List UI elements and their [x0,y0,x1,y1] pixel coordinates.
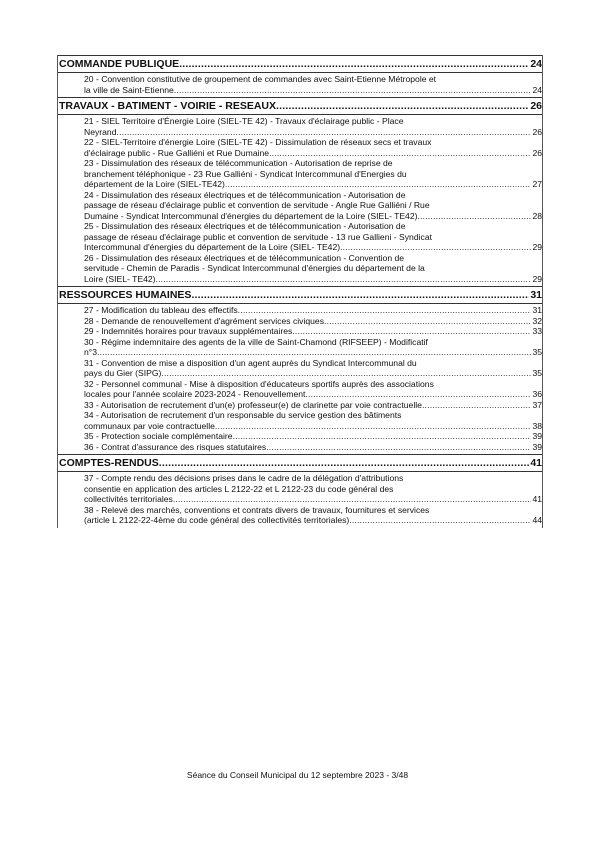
entry-last-line [84,85,542,96]
dot-leader [191,289,529,302]
dot-leader [305,389,531,400]
toc-entry [84,431,542,442]
toc-entry [84,253,542,285]
toc-entry [84,158,542,190]
toc-entry [84,305,542,316]
entry-text-line: département de la Loire (SIEL-TE42) [84,179,225,189]
section-title: TRAVAUX - BATIMENT - VOIRIE - RESEAUX [59,100,277,112]
section-page-number: 24 [530,58,542,70]
entry-text-line: 21 - SIEL Territoire d'Énergie Loire (SIEL-TE 42) - Travaux d'éclairage public - Place [84,116,404,126]
entry-text-line: collectivités territoriales [84,494,173,504]
section-heading [58,454,542,472]
section-heading [58,97,542,115]
entry-last-line [84,127,542,138]
entry-page-number: 38 [532,420,542,431]
toc-entry [84,316,542,327]
entry-text-line: 37 - Compte rendu des décisions prises dans le cadre de la délégation d'attributions [84,473,404,483]
entry-page-number: 28 [532,210,542,221]
dot-leader [161,368,531,379]
entry-page-number: 44 [532,515,542,525]
entry-last-line [84,242,542,253]
dot-leader [159,457,530,470]
table-of-contents [57,55,543,528]
entry-page-number: 35 [532,368,542,378]
entry-last-line [84,148,542,159]
section-page-number: 26 [530,100,542,112]
entry-text-line: 23 - Dissimulation des réseaux de télécommunication - Autorisation de reprise de [84,158,393,168]
entry-last-line [84,179,542,190]
entry-text-line: 26 - Dissimulation des réseaux électriques et de télécommunication - Convention de [84,252,405,263]
section-entries [58,472,542,528]
entry-last-line [84,400,542,411]
dot-leader [349,515,531,526]
entry-text-line: pays du Gier (SIPG) [84,368,162,378]
dot-leader [269,148,531,159]
entry-page-number: 29 [532,242,542,252]
dot-leader [97,347,531,358]
toc-entry [84,337,542,358]
entry-last-line [84,326,542,337]
entry-text-line: Neyrand [84,126,117,137]
entry-text-line: 22 - SIEL-Territoire d'énergie Loire (SIEL-TE 42) - Dissimulation de réseaux secs et travaux [84,137,432,147]
entry-text-line: 25 - Dissimulation des réseaux électriques et de télécommunication - Autorisation de [84,221,406,231]
entry-text-line: consentie en application des articles L 2122-22 et L 2122-23 du code général des [84,483,394,494]
dot-leader [174,85,532,96]
toc-entry [84,410,542,431]
entry-page-number: 24 [532,84,542,95]
entry-last-line [84,305,542,316]
entry-page-number: 39 [532,431,542,441]
entry-last-line [84,494,542,505]
entry-text-line: 27 - Modification du tableau des effectifs [84,305,238,315]
dot-leader [156,274,532,285]
entry-text-line: communaux par voie contractuelle [84,420,215,431]
entry-last-line [84,442,542,453]
entry-text-line: 30 - Régime indemnitaire des agents de la ville de Saint-Chamond (RIFSEEP) - Modificatif [84,336,428,347]
toc-entry [84,326,542,337]
entry-text-line: 36 - Contrat d'assurance des risques statutaires [84,441,267,452]
entry-last-line [84,421,542,432]
dot-leader [215,421,532,432]
section-heading [58,286,542,304]
section-title: COMPTES-RENDUS [59,457,159,469]
entry-text-line: branchement téléphonique - 23 Rue Galliéni - Syndicat Intercommunal d'Energies du [84,168,407,179]
entry-text-line: 38 - Relevé des marchés, conventions et contrats divers de travaux, fournitures et services [84,504,430,515]
entry-last-line [84,274,542,285]
toc-entry [84,116,542,137]
toc-entry [84,473,542,505]
entry-text-line: 20 - Convention constitutive de groupement de commandes avec Saint-Etienne Métropole et [84,74,437,84]
dot-leader [340,242,531,253]
entry-last-line [84,515,542,526]
entry-text-line: d'éclairage public - Rue Galliéni et Rue Dumaine [84,147,270,158]
entry-text-line: passage de réseau d'éclairage public et convention de servitude - Angle Rue Galliéni / Rue [84,200,430,210]
section-title: RESSOURCES HUMAINES [59,289,192,301]
section-entries [58,73,542,97]
toc-entry [84,442,542,453]
dot-leader [179,58,529,71]
section-title: COMMANDE PUBLIQUE [59,58,180,70]
entry-page-number: 35 [532,347,542,357]
section-heading [58,55,542,73]
dot-leader [116,127,531,138]
entry-page-number: 39 [532,441,542,452]
dot-leader [324,316,531,327]
entry-text-line: Intercommunal d'énergies du département de la Loire (SIEL- TE42) [84,242,341,252]
entry-text-line: n°3 [84,347,97,357]
toc-entry [84,190,542,222]
entry-text-line: Dumaine - Syndicat Intercommunal d'énergies du département de la Loire (SIEL- TE42) [84,210,418,221]
entry-page-number: 37 [532,399,542,410]
entry-page-number: 31 [532,305,542,315]
dot-leader [292,326,531,337]
entry-last-line [84,431,542,442]
dot-leader [276,100,529,113]
entry-text-line: Loire (SIEL- TE42) [84,273,156,284]
dot-leader [238,305,532,316]
entry-text-line: 34 - Autorisation de recrutement d'un responsable du service gestion des bâtiments [84,410,402,420]
entry-text-line: 28 - Demande de renouvellement d'agrément services civiques [84,315,325,326]
entry-page-number: 41 [532,494,542,504]
entry-page-number: 36 [532,389,542,399]
toc-entry [84,505,542,526]
dot-leader [422,400,532,411]
entry-last-line [84,368,542,379]
entry-page-number: 27 [532,179,542,189]
dot-leader [225,179,532,190]
dot-leader [266,442,531,453]
toc-entry [84,400,542,411]
entry-text-line: 31 - Convention de mise a disposition d'un agent auprès du Syndicat Intercommunal du [84,357,417,368]
entry-page-number: 26 [532,126,542,137]
dot-leader [417,211,531,222]
entry-last-line [84,211,542,222]
toc-entry [84,358,542,379]
section-page-number: 31 [530,289,542,301]
toc-entry [84,74,542,95]
toc-entry [84,379,542,400]
entry-text-line: (article L 2122-22-4ème du code général des collectivités territoriales) [84,515,350,525]
dot-leader [173,494,532,505]
section-page-number: 41 [530,457,542,469]
entry-page-number: 33 [532,326,542,336]
section-entries [58,304,542,454]
entry-page-number: 29 [532,273,542,284]
entry-last-line [84,316,542,327]
entry-page-number: 26 [532,147,542,158]
toc-entry [84,137,542,158]
entry-text-line: 35 - Protection sociale complémentaire [84,431,233,441]
entry-last-line [84,389,542,400]
entry-last-line [84,347,542,358]
entry-text-line: 24 - Dissimulation des réseaux électriques et de télécommunication - Autorisation de [84,189,406,200]
entry-text-line: 29 - Indemnités horaires pour travaux supplémentaires [84,326,293,336]
page-footer: Séance du Conseil Municipal du 12 septembre 2023 - 3/48 [186,770,409,780]
entry-text-line: passage de réseau d'éclairage public et convention de servitude - 13 rue Gallieni - Syndicat [84,231,432,242]
section-entries [58,115,542,286]
entry-text-line: 32 - Personnel communal - Mise à disposition d'éducateurs sportifs auprès des associations [84,378,434,389]
entry-text-line: servitude - Chemin de Paradis - Syndicat Intercommunal d'énergies du département de la [84,263,425,273]
toc-entry [84,221,542,253]
dot-leader [233,431,532,442]
entry-text-line: 33 - Autorisation de recrutement d'un(e) professeur(e) de clarinette par voie contractuelle [84,399,422,410]
entry-page-number: 32 [532,315,542,326]
entry-text-line: locales pour l'année scolaire 2023-2024 - Renouvellement [84,389,306,399]
entry-text-line: la ville de Saint-Etienne [84,84,174,95]
